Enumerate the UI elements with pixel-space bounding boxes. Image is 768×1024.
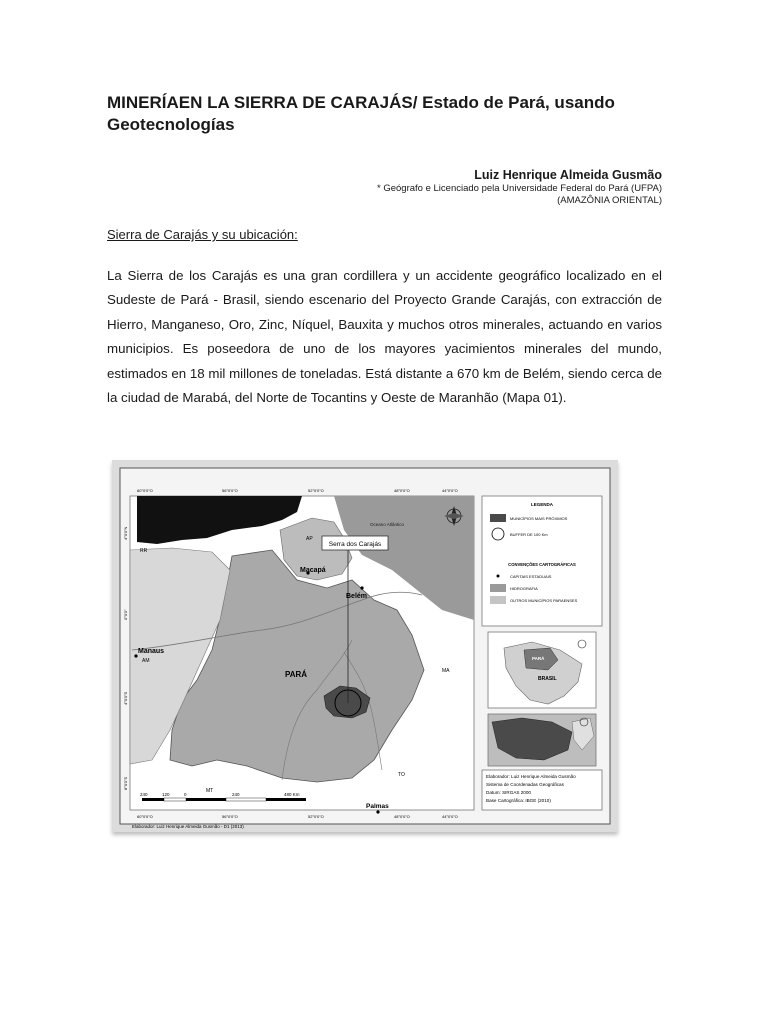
scale-label-5: 480 Km: [284, 792, 300, 797]
top-tick-2: 56°0'0"O: [222, 488, 238, 493]
info-line-1: Elaborador: Luiz Henrique Almeida Gusmão: [486, 774, 576, 779]
legend-conv-3: OUTROS MUNICÍPIOS PARAENSES: [510, 598, 578, 603]
legend-panel: [482, 496, 602, 626]
label-para: PARÁ: [285, 670, 308, 679]
scale-bar: [142, 798, 306, 801]
label-ap: AP: [306, 536, 313, 542]
label-manaus: Manaus: [138, 648, 165, 655]
info-line-3: Datum: SIRGAS 2000: [486, 790, 531, 795]
inset-map-zoom: [488, 714, 596, 766]
body-paragraph: La Sierra de los Carajás es una gran cordillera y un accidente geográfico localizado en el Sudeste de Pará - Brasil, siendo escenario del Proyecto Grande Carajás, con extracción de Hierro, Manganeso, Oro, Zinc, Níquel, Bauxita y muchos otros minerales, actuando en varios municipios. Es poseedora de uno de los mayores yacimientos minerales del mundo, estimados en 18 mil millones de toneladas. Está distante a 670 km de Belém, siendo cerca de la ciudad de Marabá, del Norte de Tocantins y Oeste de Maranhão (Mapa 01).: [107, 268, 662, 406]
map-credit: Elaborador: Luiz Henrique Almeida Gusmão - D1 (2013): [132, 824, 244, 829]
legend-conv-title: CONVENÇÕES CARTOGRÁFICAS: [508, 562, 576, 567]
label-macapa: Macapá: [300, 567, 326, 574]
map-svg: [112, 460, 618, 832]
bottom-tick-2: 56°0'0"O: [222, 814, 238, 819]
section-heading: Sierra de Carajás y su ubicación:: [107, 227, 298, 242]
location-map-figure: [112, 460, 618, 832]
legend-title: LEGENDA: [530, 502, 554, 507]
document-title: MINERÍAEN LA SIERRA DE CARAJÁS/ Estado de Pará, usando Geotecnologías: [107, 93, 615, 134]
legend-swatch-outros: [490, 596, 506, 604]
top-tick-5: 44°0'0"O: [442, 488, 458, 493]
bottom-tick-1: 60°0'0"O: [137, 814, 153, 819]
info-line-2: Sistema de Coordenadas Geográficas: [486, 782, 564, 787]
label-oceano: Oceano Atlântico: [370, 522, 405, 527]
legend-item-2: BUFFER DE 100 Km: [510, 532, 548, 537]
affiliation-line-1: * Geógrafo e Licenciado pela Universidade Federal do Pará (UFPA): [377, 183, 662, 194]
label-mt: MT: [206, 788, 214, 794]
label-rr: RR: [140, 548, 148, 554]
bottom-tick-5: 44°0'0"O: [442, 814, 458, 819]
label-ma: MA: [442, 668, 450, 674]
label-am: AM: [142, 658, 150, 664]
legend-conv-1: CAPITAIS ESTADUAIS: [510, 574, 552, 579]
inset-label-para: PARÁ: [532, 656, 545, 661]
main-map: [130, 496, 474, 814]
left-tick-4: 8°0'0"S: [123, 776, 128, 790]
legend-conv-2: HIDROGRAFIA: [510, 586, 538, 591]
legend-swatch-municipios: [490, 514, 506, 522]
scale-label-4: 240: [232, 792, 240, 797]
left-tick-2: 0°0'0": [123, 609, 128, 620]
author-block: [377, 167, 662, 207]
author-name: Luiz Henrique Almeida Gusmão: [474, 168, 662, 182]
capital-palmas-point: [376, 810, 379, 813]
left-tick-3: 4°0'0"S: [123, 691, 128, 705]
info-line-4: Base Cartográfica: IBGE (2010): [486, 798, 551, 803]
bottom-tick-3: 52°0'0"O: [308, 814, 324, 819]
top-tick-1: 60°0'0"O: [137, 488, 153, 493]
scale-label-1: 240: [140, 792, 148, 797]
bottom-tick-4: 48°0'0"O: [394, 814, 410, 819]
callout-label: Serra dos Carajás: [328, 541, 382, 548]
legend-swatch-capitais: [497, 575, 500, 578]
capital-belem-point: [360, 586, 363, 589]
affiliation-line-2: (AMAZÔNIA ORIENTAL): [557, 195, 662, 206]
inset-label-brasil: BRASIL: [538, 676, 557, 682]
label-to: TO: [398, 772, 405, 778]
inset-map-brazil: [488, 632, 596, 708]
top-tick-3: 52°0'0"O: [308, 488, 324, 493]
scale-label-2: 120: [162, 792, 170, 797]
map-info-box: [482, 770, 602, 810]
left-tick-1: 4°0'0"N: [123, 526, 128, 540]
scale-label-3: 0: [184, 792, 187, 797]
label-belem: Belém: [346, 593, 368, 600]
label-palmas: Palmas: [366, 803, 389, 810]
top-tick-4: 48°0'0"O: [394, 488, 410, 493]
legend-item-1: MUNICÍPIOS MAIS PRÓXIMOS: [510, 516, 568, 521]
legend-swatch-hidrografia: [490, 584, 506, 592]
